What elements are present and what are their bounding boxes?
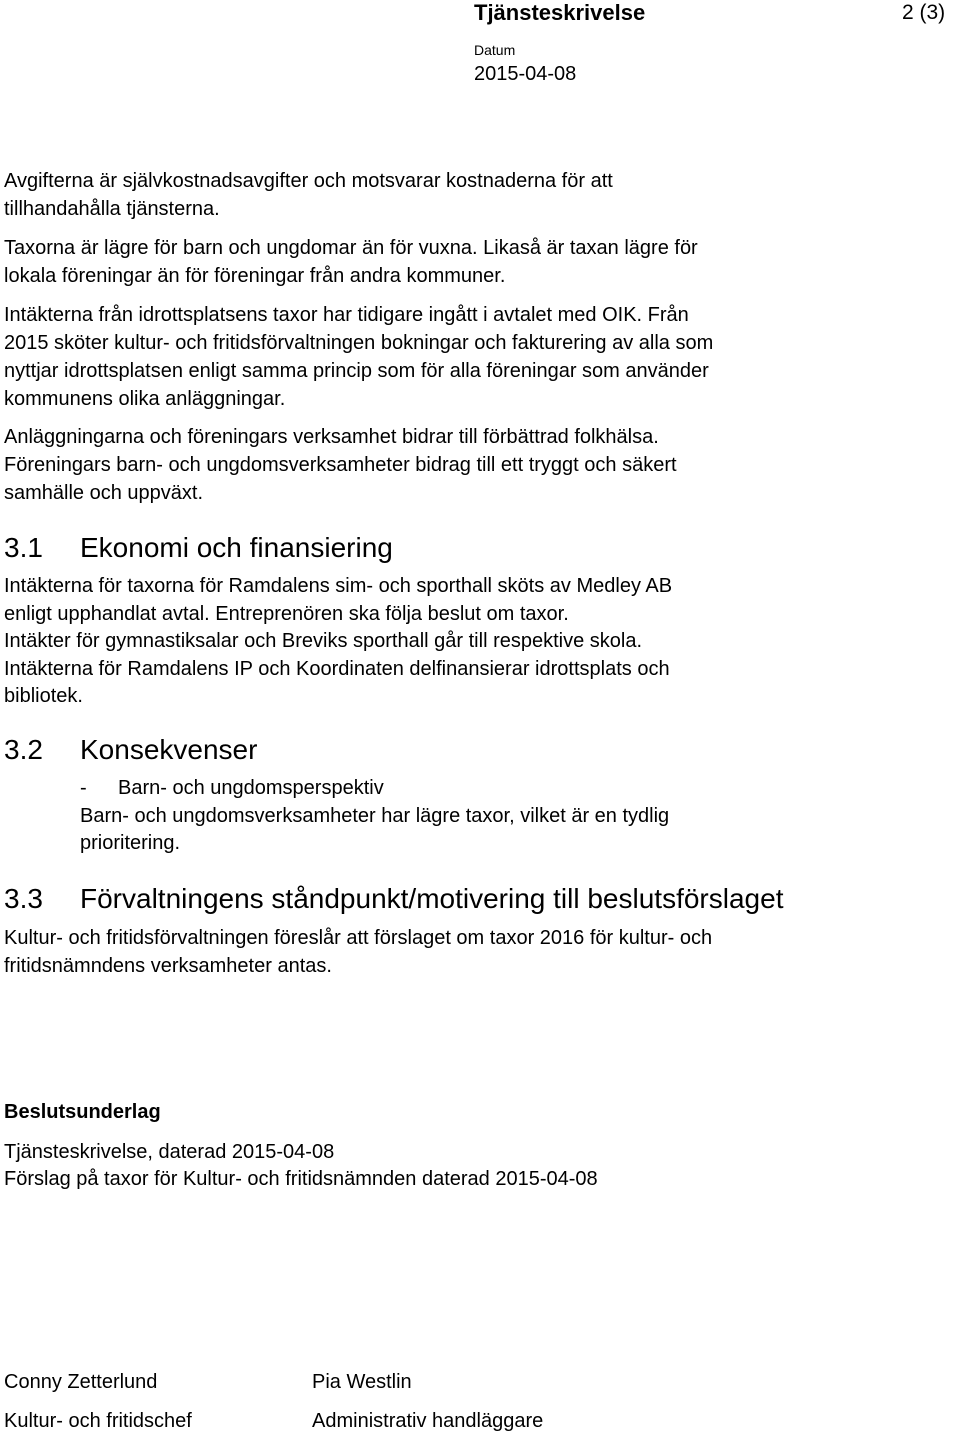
date-value: 2015-04-08 [474, 63, 577, 85]
document-type-title: Tjänsteskrivelse [474, 0, 646, 25]
paragraph-line: Avgifterna är självkostnadsavgifter och motsvarar kostnaderna för att [4, 170, 613, 192]
section-number: 3.2 [4, 734, 43, 765]
bullet-text: Barn- och ungdomsperspektiv [118, 777, 384, 799]
section-number: 3.1 [4, 532, 43, 563]
signatory-title: Kultur- och fritidschef [4, 1410, 192, 1432]
section-heading: Ekonomi och finansiering [80, 532, 393, 563]
paragraph-line: lokala föreningar än för föreningar från andra kommuner. [4, 265, 506, 287]
paragraph-line: Intäkterna för taxorna för Ramdalens sim- och sporthall sköts av Medley AB [4, 575, 673, 597]
paragraph-line: Taxorna är lägre för barn och ungdomar än för vuxna. Likaså är taxan lägre för [4, 237, 698, 259]
attachment-item: Tjänsteskrivelse, daterad 2015-04-08 [4, 1141, 335, 1163]
signatory-title: Administrativ handläggare [312, 1410, 544, 1432]
paragraph-line: Anläggningarna och föreningars verksamhet bidrar till förbättrad folkhälsa. [4, 426, 659, 448]
paragraph-line: nyttjar idrottsplatsen enligt samma princip som för alla föreningar som använder [4, 360, 709, 382]
paragraph-line: Intäkter för gymnastiksalar och Breviks sporthall går till respektive skola. [4, 630, 643, 652]
section-heading: Konsekvenser [80, 734, 258, 765]
paragraph-line: prioritering. [80, 832, 181, 854]
beslutsunderlag-heading: Beslutsunderlag [4, 1101, 161, 1123]
page-number: 2 (3) [902, 1, 946, 24]
section-heading: Förvaltningens ståndpunkt/motivering till beslutsförslaget [80, 883, 784, 914]
date-label: Datum [474, 42, 516, 58]
attachment-item: Förslag på taxor för Kultur- och fritidsnämnden daterad 2015-04-08 [4, 1168, 598, 1190]
paragraph-line: samhälle och uppväxt. [4, 482, 204, 504]
paragraph-line: Föreningars barn- och ungdomsverksamheter bidrag till ett tryggt och säkert [4, 454, 677, 476]
paragraph-line: fritidsnämndens verksamheter antas. [4, 955, 332, 977]
paragraph-line: kommunens olika anläggningar. [4, 388, 286, 410]
paragraph-line: Intäkterna från idrottsplatsens taxor har tidigare ingått i avtalet med OIK. Från [4, 304, 689, 326]
paragraph-line: Barn- och ungdomsverksamheter har lägre taxor, vilket är en tydlig [80, 805, 670, 827]
paragraph-line: Kultur- och fritidsförvaltningen föreslår att förslaget om taxor 2016 för kultur- och [4, 927, 713, 949]
signatory-name: Conny Zetterlund [4, 1371, 158, 1393]
paragraph-line: 2015 sköter kultur- och fritidsförvaltningen bokningar och fakturering av alla som [4, 332, 714, 354]
paragraph-line: tillhandahålla tjänsterna. [4, 198, 220, 220]
paragraph-line: enligt upphandlat avtal. Entreprenören ska följa beslut om taxor. [4, 603, 569, 625]
section-number: 3.3 [4, 883, 43, 914]
bullet-marker: - [80, 777, 87, 799]
signatory-name: Pia Westlin [312, 1371, 412, 1393]
paragraph-line: bibliotek. [4, 685, 83, 707]
paragraph-line: Intäkterna för Ramdalens IP och Koordinaten delfinansierar idrottsplats och [4, 658, 670, 680]
